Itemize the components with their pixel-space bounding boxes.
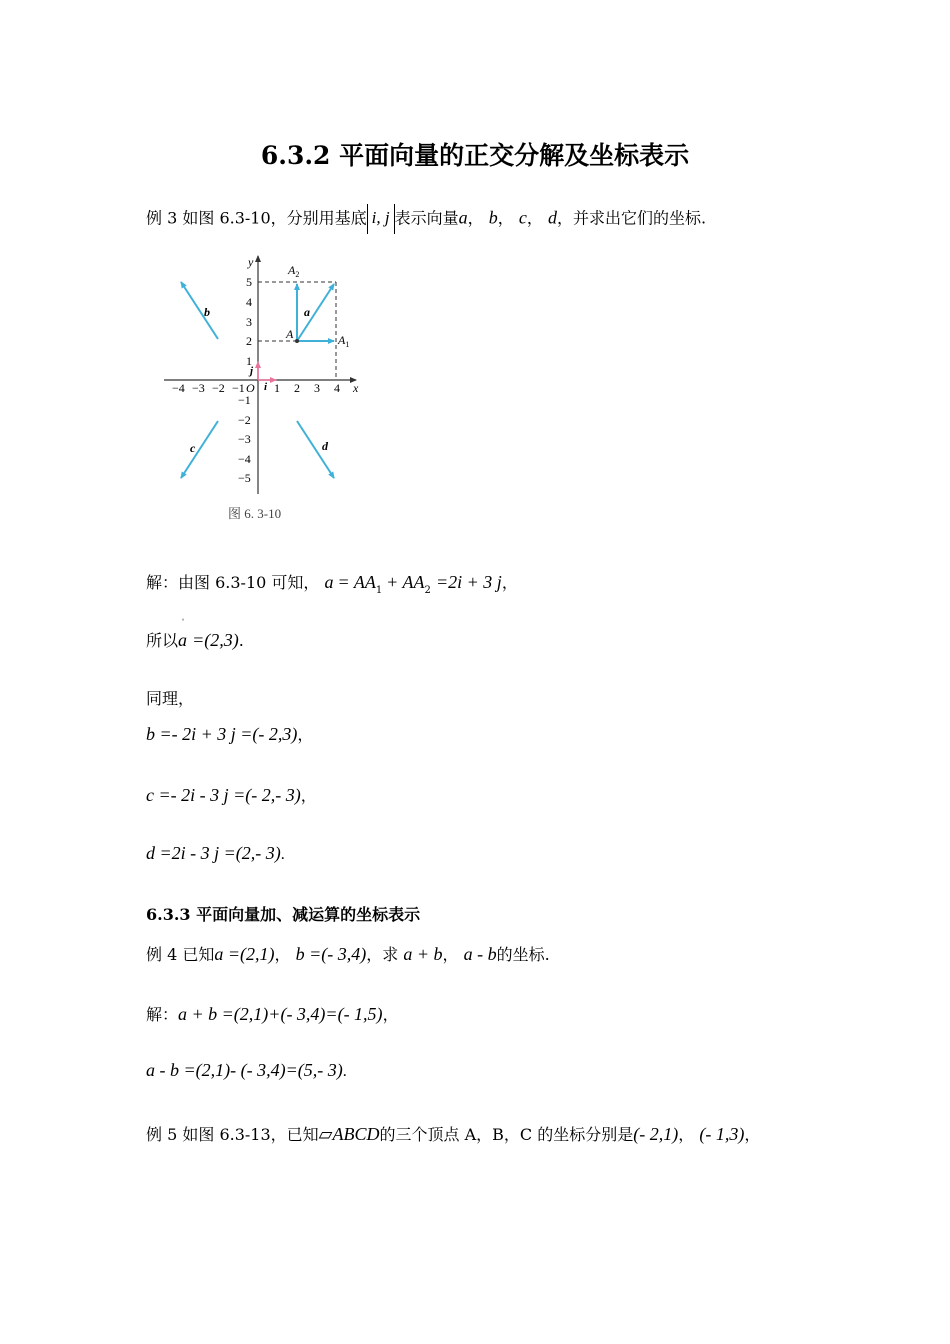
vec-a: a xyxy=(458,207,468,228)
vec-c: c xyxy=(518,207,527,228)
x-axis-label: x xyxy=(353,381,359,395)
eq1-rhs: =2i + 3 j xyxy=(436,572,502,592)
x-tick: −1 xyxy=(232,381,245,395)
example4-sum: a + b xyxy=(403,944,443,964)
point-2: (- 1,3) xyxy=(699,1124,745,1144)
so-line xyxy=(146,616,244,651)
sol-label: 解： xyxy=(146,1005,179,1024)
y-tick: −2 xyxy=(238,413,251,427)
label-A2: $A_2$ xyxy=(288,263,300,279)
label-d: d xyxy=(322,439,328,453)
example5-prefix: 例 5 如图 6.3-13，已知 xyxy=(146,1125,319,1144)
sep: ， xyxy=(497,208,514,228)
parallelogram: ▱ABCD xyxy=(318,1124,380,1144)
x-tick: 4 xyxy=(334,381,340,395)
y-tick: −4 xyxy=(238,452,251,466)
comma: ， xyxy=(501,573,518,592)
vector-figure xyxy=(160,250,380,530)
eq-d: d =2i - 3 j =(2,- 3). xyxy=(146,843,285,863)
y-tick: 5 xyxy=(246,275,252,289)
vector-a xyxy=(297,284,334,341)
y-tick: −1 xyxy=(238,393,251,407)
sep: ， xyxy=(467,208,484,228)
comma: ， xyxy=(274,945,291,964)
period: . xyxy=(238,631,244,650)
label-j: j xyxy=(250,365,254,377)
figure-caption: 图 6. 3-10 xyxy=(228,506,282,521)
example4-line xyxy=(146,942,550,965)
eq1-a: a xyxy=(324,572,334,592)
x-tick: −3 xyxy=(192,381,205,395)
example3-prefix: 例 3 如图 6.3-10，分别用基底 xyxy=(146,208,367,228)
vec-d: d xyxy=(547,207,557,228)
sub: 2 xyxy=(424,585,431,596)
label-a: a xyxy=(304,305,310,319)
y-tick: 2 xyxy=(246,334,252,348)
vec-b: b xyxy=(488,207,498,228)
x-tick: 1 xyxy=(274,381,280,395)
basis-set: i, j xyxy=(367,204,395,234)
comma: ， xyxy=(678,1125,695,1144)
origin-label: O xyxy=(246,381,255,395)
page-title: 6.3.2 平面向量的正交分解及坐标表示 xyxy=(260,141,690,170)
section-heading: 6.3.3 平面向量加、减运算的坐标表示 xyxy=(146,905,421,924)
example4-sol1: 解：a + b =(2,1)+(- 3,4)=(- 1,5)， xyxy=(146,1004,399,1024)
example3-suffix: ，并求出它们的坐标. xyxy=(556,208,707,228)
example4-prefix: 例 4 已知 xyxy=(146,945,215,964)
plus: + xyxy=(387,572,398,592)
x-tick: 3 xyxy=(314,381,320,395)
eq-c: c =- 2i - 3 j =(- 2,- 3)， xyxy=(146,785,317,805)
sub: 1 xyxy=(375,585,383,596)
example4-ask: ，求 xyxy=(366,945,399,964)
solution-line xyxy=(146,570,518,596)
similarly-label: 同理， xyxy=(146,689,195,708)
vector-c xyxy=(181,421,218,478)
solution-label: 解：由图 6.3-10 可知， xyxy=(146,573,320,592)
y-tick: 1 xyxy=(246,354,252,368)
y-axis-label: y xyxy=(248,255,254,269)
label-c: c xyxy=(190,441,196,455)
so-vec: ˈ a xyxy=(178,616,188,650)
example4-a: a =(2,1) xyxy=(214,944,275,964)
eq1-term: AA xyxy=(402,572,425,592)
example5-mid: 的三个顶点 A，B，C 的坐标分别是 xyxy=(379,1125,634,1144)
example3-line xyxy=(146,204,706,234)
y-tick: 4 xyxy=(246,295,252,309)
vector-b xyxy=(181,282,218,339)
sep: ， xyxy=(526,208,543,228)
sep: ， xyxy=(442,945,459,964)
point-A xyxy=(295,339,299,343)
example4-sol2: a - b =(2,1)- (- 3,4)=(5,- 3). xyxy=(146,1060,347,1080)
example4-b: b =(- 3,4) xyxy=(295,944,367,964)
sol-eq: a + b =(2,1)+(- 3,4)=(- 1,5) xyxy=(178,1004,383,1024)
example4-diff: a - b xyxy=(463,944,497,964)
example3-mid: 表示向量 xyxy=(394,208,459,228)
x-tick: −2 xyxy=(212,381,225,395)
label-i: i xyxy=(264,381,268,393)
eq-sign: = xyxy=(338,572,349,592)
label-A: A xyxy=(286,327,294,341)
eq-b: b =- 2i + 3 j =(- 2,3)， xyxy=(146,724,314,744)
example5-line xyxy=(146,1122,760,1145)
so-rhs: =(2,3) xyxy=(192,630,239,650)
point-1: (- 2,1) xyxy=(633,1124,679,1144)
comma: ， xyxy=(744,1125,761,1144)
eq1-term: AA xyxy=(353,572,376,592)
y-tick: 3 xyxy=(246,315,252,329)
x-tick: −4 xyxy=(172,381,185,395)
label-b: b xyxy=(204,305,210,319)
example4-suffix: 的坐标. xyxy=(496,945,550,964)
label-A1: $A_1$ xyxy=(338,333,350,349)
vector-d xyxy=(297,421,334,478)
x-tick: 2 xyxy=(294,381,300,395)
y-tick: −5 xyxy=(238,471,251,485)
y-tick: −3 xyxy=(238,432,251,446)
so-label: 所以 xyxy=(146,631,179,650)
